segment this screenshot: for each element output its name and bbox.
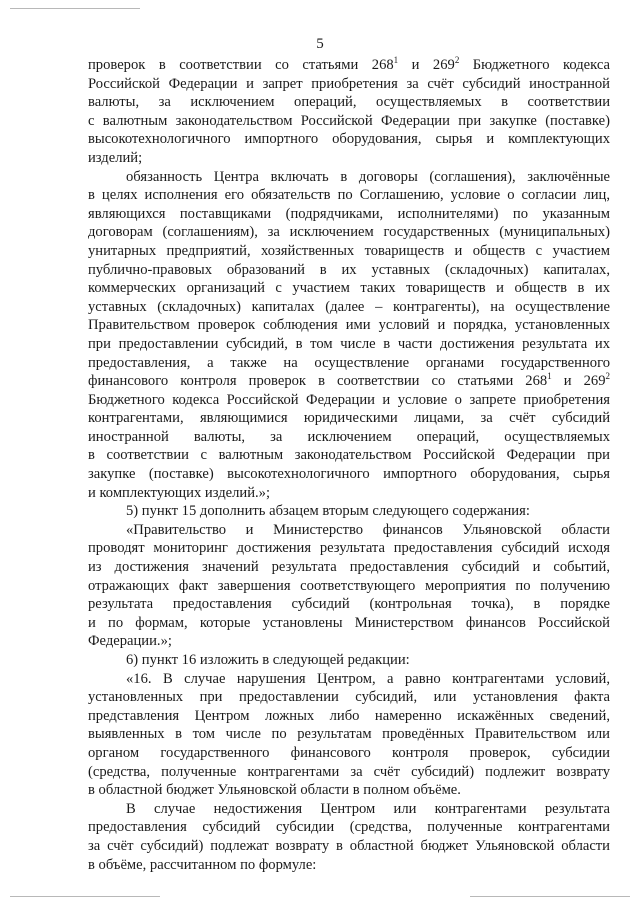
superscript: 1 (547, 371, 552, 382)
text-segment: 6) пункт 16 изложить в следующей редакции: (126, 652, 410, 668)
text-line (88, 130, 610, 149)
scan-artifact-top (10, 8, 140, 9)
text-line (88, 539, 610, 558)
text-line (88, 279, 610, 298)
text-segment: установленных при предоставлении субсидий, или установления факта (88, 689, 610, 706)
text-segment: закупке (поставке) высокотехнологичного импортного оборудования, сырья (88, 466, 610, 483)
text-segment: высокотехнологичного импортного оборудования, сырья и комплектующих (88, 131, 610, 148)
text-segment: предоставления субсидий субсидии (средства, полученные контрагентами (88, 819, 610, 836)
text-segment: В случае недостижения Центром или контрагентами результата (126, 800, 610, 817)
text-line (88, 261, 610, 280)
page-number: 5 (316, 36, 324, 52)
text-line (88, 800, 610, 819)
text-segment: и 269 (398, 57, 455, 73)
text-line (88, 725, 610, 744)
text-line (88, 409, 610, 428)
text-line (88, 75, 610, 94)
text-line (88, 186, 610, 205)
text-line (88, 335, 610, 354)
text-segment: унитарных предприятий, хозяйственных товариществ и обществ с участием (88, 242, 610, 259)
text-line (88, 577, 610, 596)
text-segment: с валютным законодательством Российской Федерации при закупке (поставке) (88, 112, 610, 129)
superscript: 1 (393, 55, 399, 66)
text-segment: в целях исполнения его обязательств по Соглашению, условие о согласии лиц, (88, 187, 610, 204)
text-segment: отражающих факт завершения соответствующего мероприятия по получению (88, 577, 610, 594)
text-segment: финансового контроля проверок в соответствии со статьями 268 (88, 373, 548, 390)
text-line (88, 614, 610, 633)
text-segment: (средства, полученные контрагентами за счёт субсидий) подлежит возврату (88, 763, 610, 780)
superscript: 2 (454, 55, 460, 66)
text-segment: результата предоставления субсидий (контрольная точка), в порядке (88, 596, 610, 613)
text-segment: проводят мониторинг достижения результата предоставления субсидий исходя (88, 540, 610, 557)
text-line (88, 93, 610, 112)
text-line (88, 316, 610, 335)
text-line (88, 112, 610, 131)
text-segment: изделий; (88, 149, 143, 166)
text-line (88, 446, 610, 465)
text-line (88, 205, 610, 224)
text-segment: «Правительство и Министерство финансов Ульяновской области (126, 521, 610, 538)
text-segment: представления Центром ложных либо намеренно искажённых сведений, (88, 707, 610, 724)
text-segment: Бюджетного кодекса (459, 57, 610, 73)
text-line (88, 837, 610, 856)
text-segment: проверок в соответствии со статьями 268 (88, 57, 394, 73)
text-line (88, 595, 610, 614)
text-segment: и по формам, которые установлены Министерством финансов Российской (88, 614, 610, 631)
text-line (88, 856, 610, 875)
text-segment: органом государственного финансового контроля проверок, субсидии (88, 744, 610, 761)
text-segment: из достижения значений результата предоставления субсидий и событий, (88, 559, 610, 576)
text-line (88, 354, 610, 373)
text-segment: в областной бюджет Ульяновской области в полном объёме. (88, 782, 461, 799)
text-segment: в объёме, рассчитанном по формуле: (88, 856, 317, 873)
text-segment: и 269 (551, 373, 606, 390)
text-segment: Российской Федерации и запрет приобретения за счёт субсидий иностранной (88, 75, 610, 92)
text-segment: за счёт субсидий) подлежат возврату в областной бюджет Ульяновской области (88, 837, 610, 854)
text-segment: контрагентами, являющимися юридическими лицами, за счёт субсидий (88, 410, 610, 427)
text-line (88, 298, 610, 317)
text-segment: «16. В случае нарушения Центром, а равно контрагентами условий, (126, 670, 610, 687)
text-segment: предоставления, а также на осуществление органами государственного (88, 354, 610, 371)
superscript: 2 (605, 371, 610, 382)
text-line (88, 688, 610, 707)
document-body (88, 56, 610, 874)
text-line (88, 56, 610, 75)
text-segment: являющихся поставщиками (подрядчиками, исполнителями) по указанным (88, 205, 610, 222)
text-line (88, 651, 610, 670)
text-segment: договорам (соглашениям), за исключением государственных (муниципальных) (88, 224, 610, 241)
text-segment: уставных (складочных) капиталах (далее – контрагенты), на осуществление (88, 298, 610, 315)
text-line (88, 465, 610, 484)
text-segment: при предоставлении субсидий, в том числе в части достижения результата их (88, 335, 610, 352)
text-segment: коммерческих организаций с участием таких товариществ и обществ в их (88, 280, 610, 297)
text-line (88, 168, 610, 187)
text-line (88, 632, 610, 651)
text-line (88, 744, 610, 763)
text-line (88, 223, 610, 242)
text-segment: обязанность Центра включать в договоры (соглашения), заключённые (126, 168, 610, 185)
text-line (88, 242, 610, 261)
scan-artifact-bottom (10, 896, 160, 897)
text-line (88, 670, 610, 689)
text-line (88, 484, 610, 503)
text-line (88, 502, 610, 521)
text-line (88, 391, 610, 410)
text-line (88, 558, 610, 577)
text-segment: публично-правовых образований в их уставных (складочных) капиталах, (88, 261, 610, 278)
text-line (88, 763, 610, 782)
text-line (88, 521, 610, 540)
text-segment: Федерации.»; (88, 633, 172, 650)
text-line (88, 707, 610, 726)
text-segment: Правительством проверок соблюдения ими условий и порядка, установленных (88, 317, 610, 334)
text-line (88, 149, 610, 168)
text-segment: иностранной валюты, за исключением операций, осуществляемых (88, 428, 610, 445)
text-line (88, 781, 610, 800)
scan-artifact-bottom-right (470, 896, 630, 897)
text-segment: Бюджетного кодекса Российской Федерации и условие о запрете приобретения (88, 391, 610, 408)
text-line (88, 818, 610, 837)
text-line (88, 372, 610, 391)
text-segment: и комплектующих изделий.»; (88, 484, 271, 501)
text-segment: 5) пункт 15 дополнить абзацем вторым следующего содержания: (126, 503, 530, 520)
text-segment: валюты, за исключением операций, осуществляемых в соответствии (88, 94, 610, 111)
text-segment: выявленных в том числе по результатам проведённых Правительством или (88, 726, 610, 743)
text-segment: в соответствии с валютным законодательством Российской Федерации при (88, 447, 610, 464)
text-line (88, 428, 610, 447)
